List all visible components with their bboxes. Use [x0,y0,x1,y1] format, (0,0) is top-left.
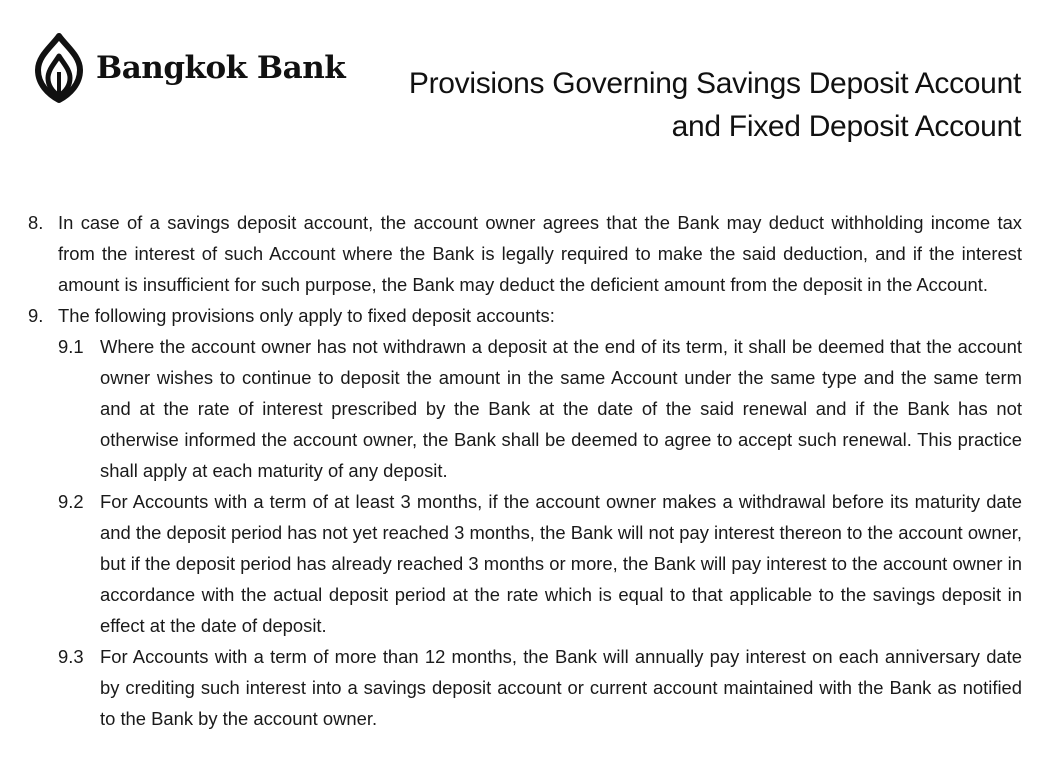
subclause-text: Where the account owner has not withdrawn a deposit at the end of its term, it shall be deemed that the account owner wishes to continue to deposit the amount in the same Account under the same type and the same term and at the rate of interest prescribed by the Bank at the date of the said renewal and if the Bank has not otherwise informed the account owner, the Bank shall be deemed to agree to accept such renewal. This practice shall apply at each maturity of any deposit. [100,336,1022,481]
clause-8 [28,207,1022,300]
subclause-text: For Accounts with a term of at least 3 months, if the account owner makes a withdrawal before its maturity date and the deposit period has not yet reached 3 months, the Bank will not pay interest thereon to the account owner, but if the deposit period has already reached 3 months or more, the Bank will pay interest to the account owner in accordance with the actual deposit period at the rate which is equal to that applicable to the savings deposit in effect at the date of deposit. [100,491,1022,636]
lotus-icon [30,32,88,104]
subclause-text: For Accounts with a term of more than 12 months, the Bank will annually pay interest on each anniversary date by crediting such interest into a savings deposit account or current account maintained with the Bank as notified to the Bank by the account owner. [100,646,1022,729]
bank-logo [30,32,345,104]
subclause-number: 9.2 [58,491,84,512]
logo-text: Bangkok Bank [96,50,346,86]
subclause-number: 9.3 [58,646,84,667]
document-title [409,62,1021,148]
clause-9 [28,300,1022,331]
subclause-number: 9.1 [58,336,84,357]
document-title-line-2: and Fixed Deposit Account [671,110,1021,143]
document-title-line-1: Provisions Governing Savings Deposit Account [408,67,1021,100]
clause-text: The following provisions only apply to fixed deposit accounts: [58,305,555,326]
clause-number: 9. [28,305,44,326]
clause-number: 8. [28,212,44,233]
page-header [0,0,1047,170]
clause-9-1 [28,331,1022,486]
clause-9-3 [28,641,1022,734]
clause-text: In case of a savings deposit account, the account owner agrees that the Bank may deduct withholding income tax from the interest of such Account where the Bank is legally required to make the said deduction, and if the interest amount is insufficient for such purpose, the Bank may deduct the deficient amount from the deposit in the Account. [58,212,1022,295]
clause-9-2 [28,486,1022,641]
provisions-body [28,207,1022,734]
